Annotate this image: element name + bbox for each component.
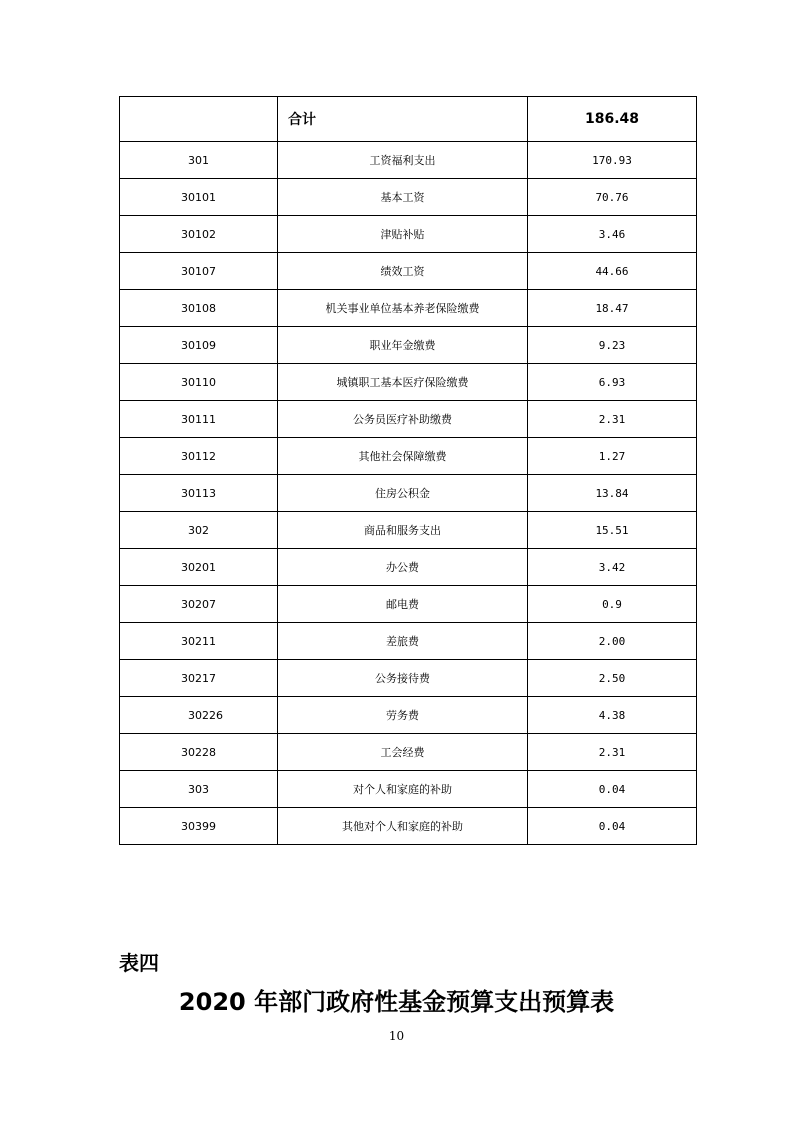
amount-cell: 170.93 (528, 142, 697, 179)
table-row (120, 438, 697, 475)
name-cell: 绩效工资 (278, 253, 528, 290)
table-row (120, 549, 697, 586)
name-cell: 住房公积金 (278, 475, 528, 512)
code-cell: 30207 (120, 586, 278, 623)
amount-cell: 2.00 (528, 623, 697, 660)
table-row (120, 327, 697, 364)
code-cell: 30228 (120, 734, 278, 771)
amount-cell: 4.38 (528, 697, 697, 734)
name-cell: 邮电费 (278, 586, 528, 623)
table-row (120, 401, 697, 438)
code-cell: 30101 (120, 179, 278, 216)
amount-cell: 2.31 (528, 401, 697, 438)
amount-cell: 1.27 (528, 438, 697, 475)
amount-cell: 13.84 (528, 475, 697, 512)
amount-cell: 2.31 (528, 734, 697, 771)
code-cell: 303 (120, 771, 278, 808)
code-cell: 30399 (120, 808, 278, 845)
code-cell: 302 (120, 512, 278, 549)
name-cell: 职业年金缴费 (278, 327, 528, 364)
total-label-cell: 合计 (278, 97, 528, 142)
name-cell: 商品和服务支出 (278, 512, 528, 549)
amount-cell: 44.66 (528, 253, 697, 290)
table-row (120, 734, 697, 771)
table-row (120, 216, 697, 253)
amount-cell: 0.9 (528, 586, 697, 623)
total-row (120, 97, 697, 142)
name-cell: 工会经费 (278, 734, 528, 771)
name-cell: 基本工资 (278, 179, 528, 216)
name-cell: 城镇职工基本医疗保险缴费 (278, 364, 528, 401)
table-row (120, 623, 697, 660)
amount-cell: 6.93 (528, 364, 697, 401)
code-cell: 30217 (120, 660, 278, 697)
page-number: 10 (388, 1029, 405, 1043)
name-cell: 机关事业单位基本养老保险缴费 (278, 290, 528, 327)
amount-cell: 2.50 (528, 660, 697, 697)
table-row (120, 475, 697, 512)
code-cell: 30108 (120, 290, 278, 327)
code-cell: 301 (120, 142, 278, 179)
table-row (120, 660, 697, 697)
name-cell: 其他对个人和家庭的补助 (278, 808, 528, 845)
table-number-label: 表四 (119, 951, 159, 975)
name-cell: 办公费 (278, 549, 528, 586)
table-row (120, 697, 697, 734)
table-row (120, 253, 697, 290)
table-row (120, 771, 697, 808)
table-title: 2020 年部门政府性基金预算支出预算表 (178, 988, 615, 1016)
amount-cell: 70.76 (528, 179, 697, 216)
amount-cell: 9.23 (528, 327, 697, 364)
amount-cell: 3.42 (528, 549, 697, 586)
code-cell: 30111 (120, 401, 278, 438)
amount-cell: 0.04 (528, 808, 697, 845)
name-cell: 津贴补贴 (278, 216, 528, 253)
amount-cell: 3.46 (528, 216, 697, 253)
table-row (120, 179, 697, 216)
table-row (120, 586, 697, 623)
table-row (120, 808, 697, 845)
name-cell: 劳务费 (278, 697, 528, 734)
code-cell: 30201 (120, 549, 278, 586)
budget-expenditure-table (119, 96, 697, 845)
code-cell: 30107 (120, 253, 278, 290)
table-row (120, 364, 697, 401)
total-code-cell (120, 97, 278, 142)
code-cell: 30112 (120, 438, 278, 475)
code-cell: 30226 (120, 697, 278, 734)
total-amount-cell: 186.48 (528, 97, 697, 142)
code-cell: 30110 (120, 364, 278, 401)
code-cell: 30113 (120, 475, 278, 512)
name-cell: 差旅费 (278, 623, 528, 660)
name-cell: 公务员医疗补助缴费 (278, 401, 528, 438)
table-row (120, 290, 697, 327)
amount-cell: 18.47 (528, 290, 697, 327)
name-cell: 其他社会保障缴费 (278, 438, 528, 475)
name-cell: 公务接待费 (278, 660, 528, 697)
name-cell: 工资福利支出 (278, 142, 528, 179)
table-row (120, 512, 697, 549)
code-cell: 30211 (120, 623, 278, 660)
name-cell: 对个人和家庭的补助 (278, 771, 528, 808)
amount-cell: 0.04 (528, 771, 697, 808)
code-cell: 30109 (120, 327, 278, 364)
amount-cell: 15.51 (528, 512, 697, 549)
table-row (120, 142, 697, 179)
code-cell: 30102 (120, 216, 278, 253)
